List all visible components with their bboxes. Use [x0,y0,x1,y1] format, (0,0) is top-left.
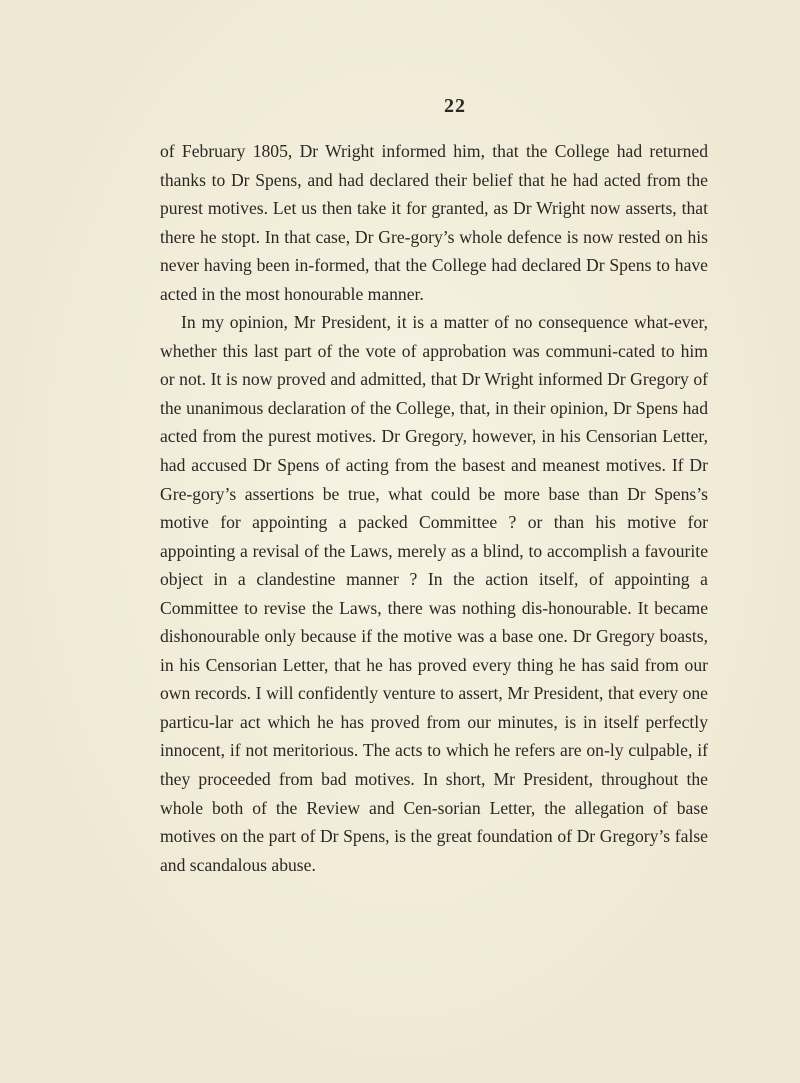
paragraph-2: In my opinion, Mr President, it is a matter of no consequence what-ever, whether this last part of the vote of approbation was communi-cated to him or not. It is now proved and admitted, that Dr Wright informed Dr Gregory of the unanimous declaration of the College, that, in their opinion, Dr Spens had acted from the purest motives. Dr Gregory, however, in his Censorian Letter, had accused Dr Spens of acting from the basest and meanest motives. If Dr Gre-gory’s assertions be true, what could be more base than Dr Spens’s motive for appointing a packed Committee ? or than his motive for appointing a revisal of the Laws, merely as a blind, to accomplish a favourite object in a clandestine manner ? In the action itself, of appointing a Committee to revise the Laws, there was nothing dis-honourable. It became dishonourable only because if the motive was a base one. Dr Gregory boasts, in his Censorian Letter, that he has proved every thing he has said from our own records. I will confidently venture to assert, Mr President, that every one particu-lar act which he has proved from our minutes, is in itself perfectly innocent, if not meritorious. The acts to which he refers are on-ly culpable, if they proceeded from bad motives. In short, Mr President, throughout the whole both of the Review and Cen-sorian Letter, the allegation of base motives on the part of Dr Spens, is the great foundation of Dr Gregory’s false and scandalous abuse. [160,312,708,875]
paragraph-1: of February 1805, Dr Wright informed him, that the College had returned thanks to Dr Spens, and had declared their belief that he had acted from the purest motives. Let us then take it for granted, as Dr Wright now asserts, that there he stopt. In that case, Dr Gre-gory’s whole defence is now rested on his never having been in-formed, that the College had declared Dr Spens to have acted in the most honourable manner. [160,141,708,304]
body-text [160,137,708,879]
page-number: 22 [444,95,466,117]
